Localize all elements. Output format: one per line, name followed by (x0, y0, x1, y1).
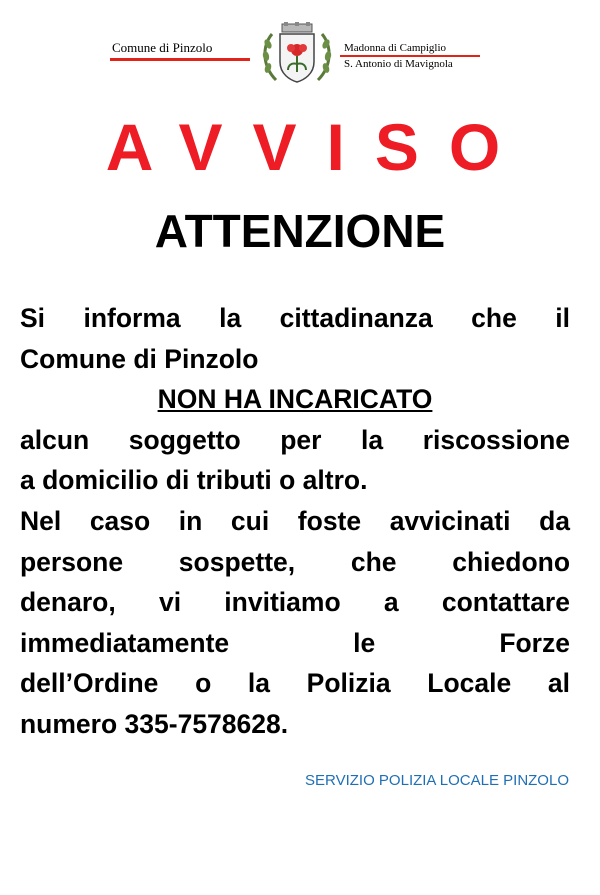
body-line: a domicilio di tributi o altro. (20, 465, 368, 496)
letterhead (0, 18, 600, 88)
municipality-name: Comune di Pinzolo (112, 40, 213, 55)
body-line: persone sospette, che chiedono (20, 546, 570, 577)
notice-body (20, 298, 570, 745)
emphasis-text: NON HA INCARICATO (157, 384, 433, 415)
body-line: denaro, vi invitiamo a contattare (20, 587, 570, 618)
body-line: immediatamente le Forze (20, 627, 570, 658)
locality-line-1: Madonna di Campiglio (344, 42, 447, 54)
body-line: Comune di Pinzolo (20, 343, 259, 374)
locality-line-2: S. Antonio di Mavignola (344, 58, 453, 70)
notice-subtitle: ATTENZIONE (154, 205, 446, 257)
body-line: alcun soggetto per la riscossione (20, 424, 570, 455)
right-rule (340, 55, 480, 57)
municipal-crest-icon (258, 22, 336, 86)
body-line: numero 335-7578628. (20, 708, 289, 739)
body-line-emphasis (20, 379, 570, 420)
body-line: dell’Ordine o la Polizia Locale al (20, 668, 570, 699)
footer-signature: SERVIZIO POLIZIA LOCALE PINZOLO (305, 772, 569, 789)
notice-title: AVVISO (105, 110, 531, 184)
body-line: Nel caso in cui foste avvicinati da (20, 505, 570, 536)
body-line: Si informa la cittadinanza che il (20, 303, 570, 333)
left-rule (110, 58, 250, 61)
